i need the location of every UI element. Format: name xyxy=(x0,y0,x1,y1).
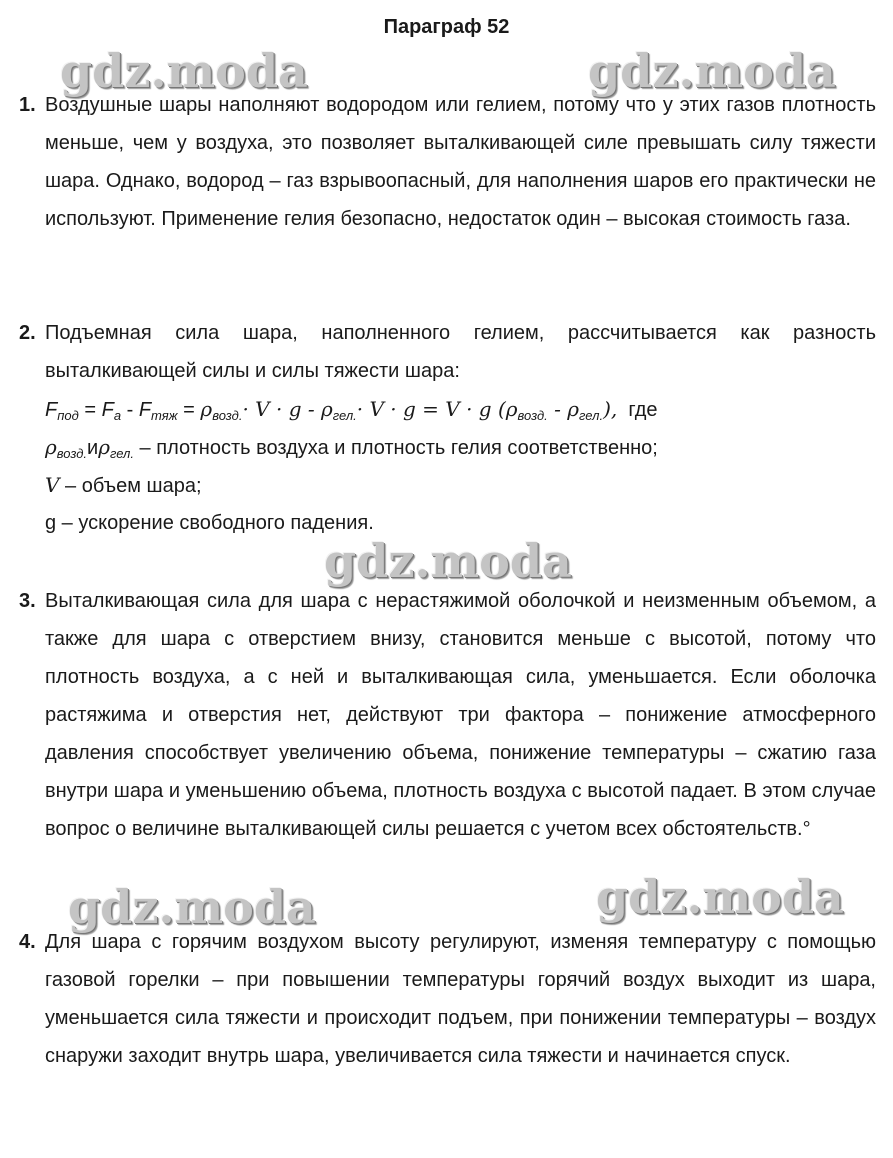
watermark: gdz.moda xyxy=(68,880,316,934)
gravity-definition: g – ускорение свободного падения. xyxy=(45,512,374,534)
density-definition: $\rho_{возд.}и\rho_{гел.}$ – плотность воздуха и плотность гелия соответственно; xyxy=(45,435,658,461)
answer-paragraph: Выталкивающая сила для шара с нерастяжимой оболочкой и неизменным объемом, а также для шара с отверстием внизу, становится меньше с высотой, потому что плотность воздуха, а с ней и выталкивающая сила, уменьшается. Если оболочка растяжима и отверстия нет, действуют три фактора – понижение атмосферного давления способствует увеличению объема, понижение температуры – сжатию газа внутри шара и уменьшению объема, плотность воздуха с высотой падает. В этом случае вопрос о величине выталкивающей силы решается с учетом всех обстоятельств.° xyxy=(45,590,876,840)
watermark: gdz.moda xyxy=(588,44,836,98)
watermark: gdz.moda xyxy=(60,44,308,98)
page-title: Параграф 52 xyxy=(383,16,510,38)
watermark: gdz.moda xyxy=(596,870,844,924)
answer-paragraph: Воздушные шары наполняют водородом или гелием, потому что у этих газов плотность меньше, чем у воздуха, это позволяет выталкивающей силе превышать силу тяжести шара. Однако, водород – газ взрывоопасный, для наполнения шаров его практически не используют. Применение гелия безопасно, недостаток один – высокая стоимость газа. xyxy=(45,94,876,230)
item-number: 4. xyxy=(19,931,36,953)
answer-paragraph: Для шара с горячим воздухом высоту регулируют, изменяя температуру с помощью газовой горелки – при повышении температуры горячий воздух выходит из шара, уменьшается сила тяжести и происходит подъем, при понижении температуры – воздух снаружи заходит внутрь шара, увеличивается сила тяжести и начинается спуск. xyxy=(45,931,876,1067)
watermark: gdz.moda xyxy=(324,534,572,588)
item-number: 1. xyxy=(19,94,36,116)
volume-definition: V – объем шара; xyxy=(45,473,202,497)
item-number: 2. xyxy=(19,322,36,344)
item-number: 3. xyxy=(19,590,36,612)
answer-paragraph: Подъемная сила шара, наполненного гелием, рассчитывается как разность выталкивающей силы и силы тяжести шара: xyxy=(45,322,876,382)
lift-force-formula: $F_{под} = F_а - F_{тяж} = \rho_{возд.}\cdot V \cdot g - \rho_{гел.}\cdot V \cdot g = V \cdot g$ $(\rho_{возд.} - \rho_{гел.})$, где xyxy=(45,397,658,423)
